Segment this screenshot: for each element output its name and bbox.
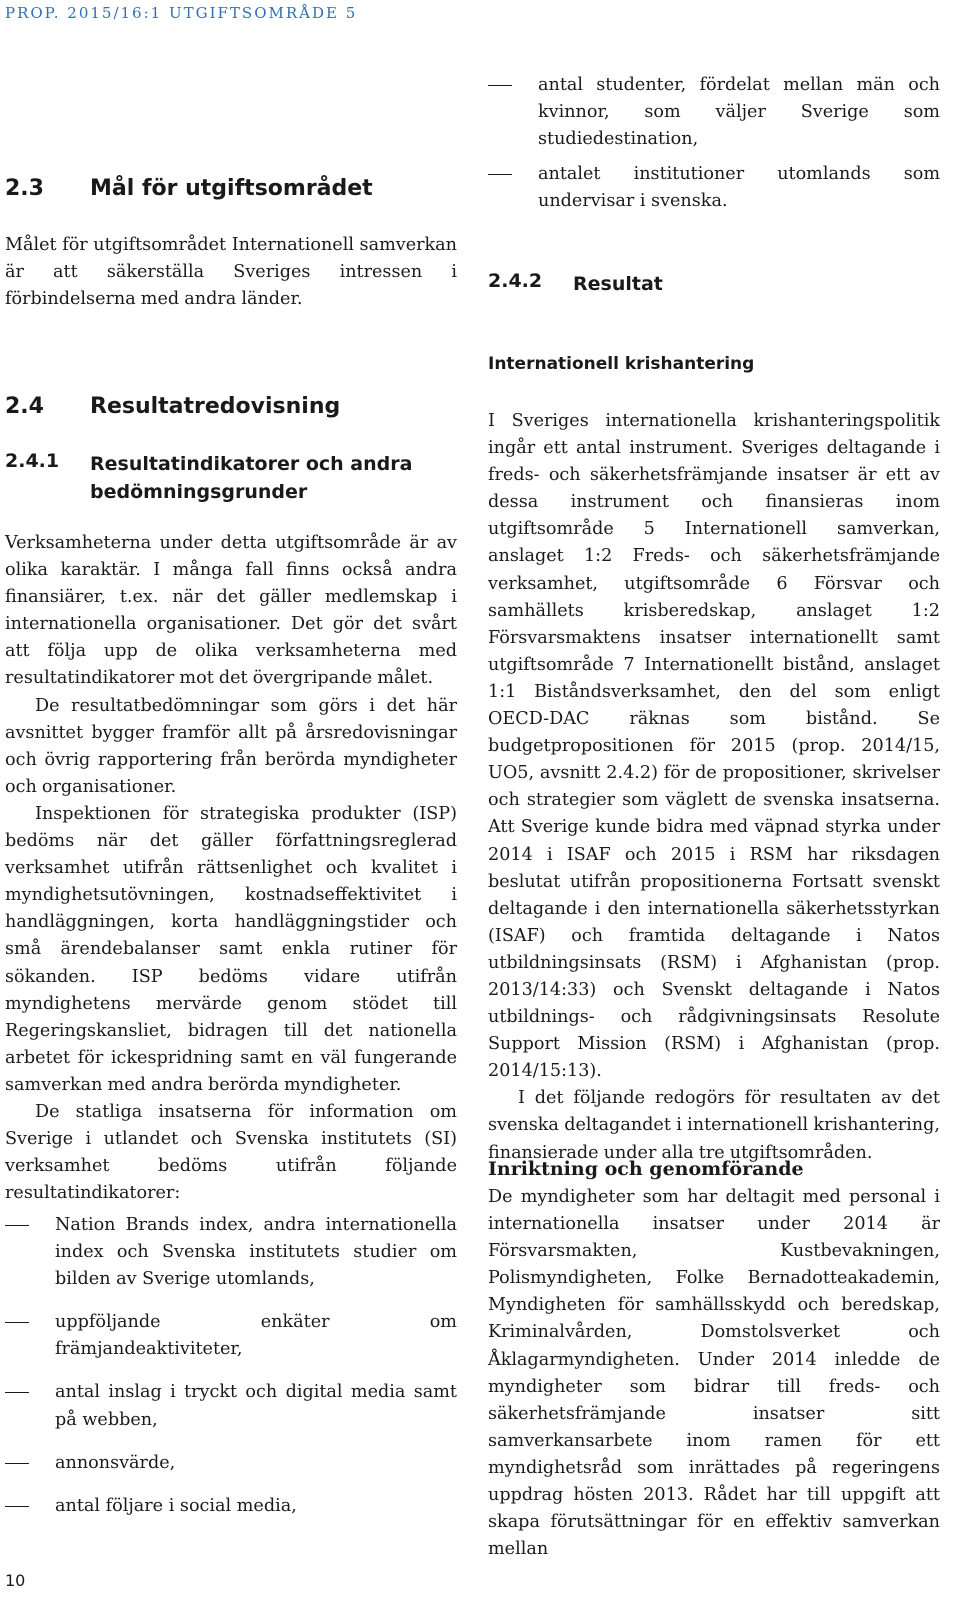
- list-item: [488, 72, 940, 153]
- section-heading-2-4: [5, 394, 457, 419]
- paragraph: De resultatbedömningar som görs i det här avsnittet bygger framför allt på årsredovisningar och övrig rapportering från berörda myndigheter och organisationer.: [5, 695, 457, 797]
- list-item: [488, 161, 940, 215]
- list-item-text: antalet institutioner utomlands som undervisar i svenska.: [538, 164, 940, 212]
- page-number: 10: [5, 1571, 26, 1590]
- dash-bullet: [488, 174, 512, 175]
- list-item: [5, 1309, 457, 1363]
- section-number: 2.4: [5, 394, 44, 419]
- section-heading-2-3: [5, 176, 457, 201]
- dash-bullet: [488, 85, 512, 86]
- dash-bullet: [5, 1392, 29, 1393]
- paragraph: Inspektionen för strategiska produkter (ISP) bedöms när det gäller författningsreglerad verksamhet utifrån rättsenlighet och kvalitet i myndighetsutövningen, kostnadseffektivitet i handläggningen, korta handläggningstider och små ärendebalanser samt enkla rutiner för sökanden. ISP bedöms vidare utifrån myndighetens mervärde genom stödet till Regeringskansliet, bidragen till det nationella arbetet för ickespridning samt en väl fungerande samverkan med andra berörda myndigheter.: [5, 803, 457, 1095]
- subheading-inriktning: Inriktning och genomförande: [488, 1158, 804, 1180]
- paragraph: I det följande redogörs för resultaten av det svenska deltagandet i internationell krishantering, finansierade under alla tre utgiftsområden.: [488, 1088, 940, 1163]
- body-text-krishantering: [488, 408, 940, 1167]
- section-number: 2.4.2: [488, 270, 543, 292]
- running-head: PROP. 2015/16:1 UTGIFTSOMRÅDE 5: [5, 4, 358, 22]
- section-title: Resultat: [573, 273, 663, 295]
- list-item-text: uppföljande enkäter om främjandeaktiviteter,: [55, 1312, 457, 1360]
- indicator-list: [5, 1212, 457, 1536]
- list-item-text: antal följare i social media,: [55, 1495, 297, 1516]
- list-item: [5, 1379, 457, 1433]
- section-heading-2-4-1: [5, 450, 457, 506]
- section-title: Mål för utgiftsområdet: [90, 176, 373, 201]
- list-item-text: annonsvärde,: [55, 1452, 176, 1473]
- list-item-text: antal studenter, fördelat mellan män och kvinnor, som väljer Sverige som studiedestination,: [538, 75, 940, 150]
- section-number: 2.4.1: [5, 450, 60, 472]
- list-item: [5, 1212, 457, 1293]
- body-text: [5, 530, 457, 1207]
- list-item-text: Nation Brands index, andra internationella index och Svenska institutets studier om bilden av Sverige utomlands,: [55, 1215, 457, 1290]
- subheading-krishantering: Internationell krishantering: [488, 354, 755, 374]
- dash-bullet: [5, 1225, 29, 1226]
- list-item: [5, 1450, 457, 1477]
- section-heading-2-4-2: [488, 270, 940, 298]
- paragraph: I Sveriges internationella krishanteringspolitik ingår ett antal instrument. Sveriges deltagande i freds- och säkerhetsfrämjande insatser är ett av dessa instrument och finansieras inom utgiftsområde 5 Internationell samverkan, anslaget 1:2 Freds- och säkerhetsfrämjande verksamhet, utgiftsområde 6 Försvar och samhällets krisberedskap, anslaget 1:2 Försvarsmaktens insatser internationellt samt utgiftsområde 7 Internationellt bistånd, anslaget 1:1 Biståndsverksamhet, den del som enligt OECD-DAC räknas som bistånd. Se budgetpropositionen för 2015 (prop. 2014/15, UO5, avsnitt 2.4.2) för de propositioner, skrivelser och strategier som väglett de svenska insatserna. Att Sverige kunde bidra med väpnad styrka under 2014 i ISAF och 2015 i RSM har riksdagen beslutat utifrån propositionerna Fortsatt svenskt deltagande i den internationella säkerhetsstyrkan (ISAF) och framtida deltagande i Natos utbildningsinsats (RSM) i Afghanistan (prop. 2013/14:33) och Svenskt deltagande i Natos utbildnings- och rådgivningsinsats Resolute Support Mission (RSM) i Afghanistan (prop. 2014/15:13).: [488, 411, 940, 1082]
- paragraph: Verksamheterna under detta utgiftsområde är av olika karaktär. I många fall finns också andra finansiärer, t.ex. när det gäller medlemskap i internationella organisationer. Det gör det svårt att följa upp de olika verksamheterna med resultatindikatorer mot det övergripande målet.: [5, 533, 457, 689]
- section-title: Resultatindikatorer och andra bedömningsgrunder: [90, 453, 413, 503]
- body-text-inriktning: [488, 1184, 940, 1563]
- paragraph: De statliga insatserna för information om Sverige i utlandet och Svenska institutets (SI) verksamhet bedöms utifrån följande resultatindikatorer:: [5, 1101, 457, 1204]
- dash-bullet: [5, 1506, 29, 1507]
- dash-bullet: [5, 1322, 29, 1323]
- section-number: 2.3: [5, 176, 44, 201]
- paragraph: Målet för utgiftsområdet Internationell samverkan är att säkerställa Sveriges intressen i förbindelserna med andra länder.: [5, 235, 457, 310]
- goal-paragraph: [5, 232, 457, 313]
- list-item: [5, 1493, 457, 1520]
- dash-bullet: [5, 1463, 29, 1464]
- section-title: Resultatredovisning: [90, 394, 341, 419]
- list-item-text: antal inslag i tryckt och digital media samt på webben,: [55, 1382, 457, 1430]
- indicator-list-continued: [488, 72, 940, 215]
- paragraph: De myndigheter som har deltagit med personal i internationella insatser under 2014 är Försvarsmakten, Kustbevakningen, Polismyndigheten, Folke Bernadotteakademin, Myndigheten för samhällsskydd och beredskap, Kriminalvården, Domstolsverket och Åklagarmyndigheten. Under 2014 inledde de myndigheter som bidrar till freds- och säkerhetsfrämjande insatser sitt samverkansarbete inom ramen för ett myndighetsråd som inrättades på regeringens uppdrag hösten 2013. Rådet har till uppgift att skapa förutsättningar för en effektiv samverkan mellan: [488, 1187, 940, 1560]
